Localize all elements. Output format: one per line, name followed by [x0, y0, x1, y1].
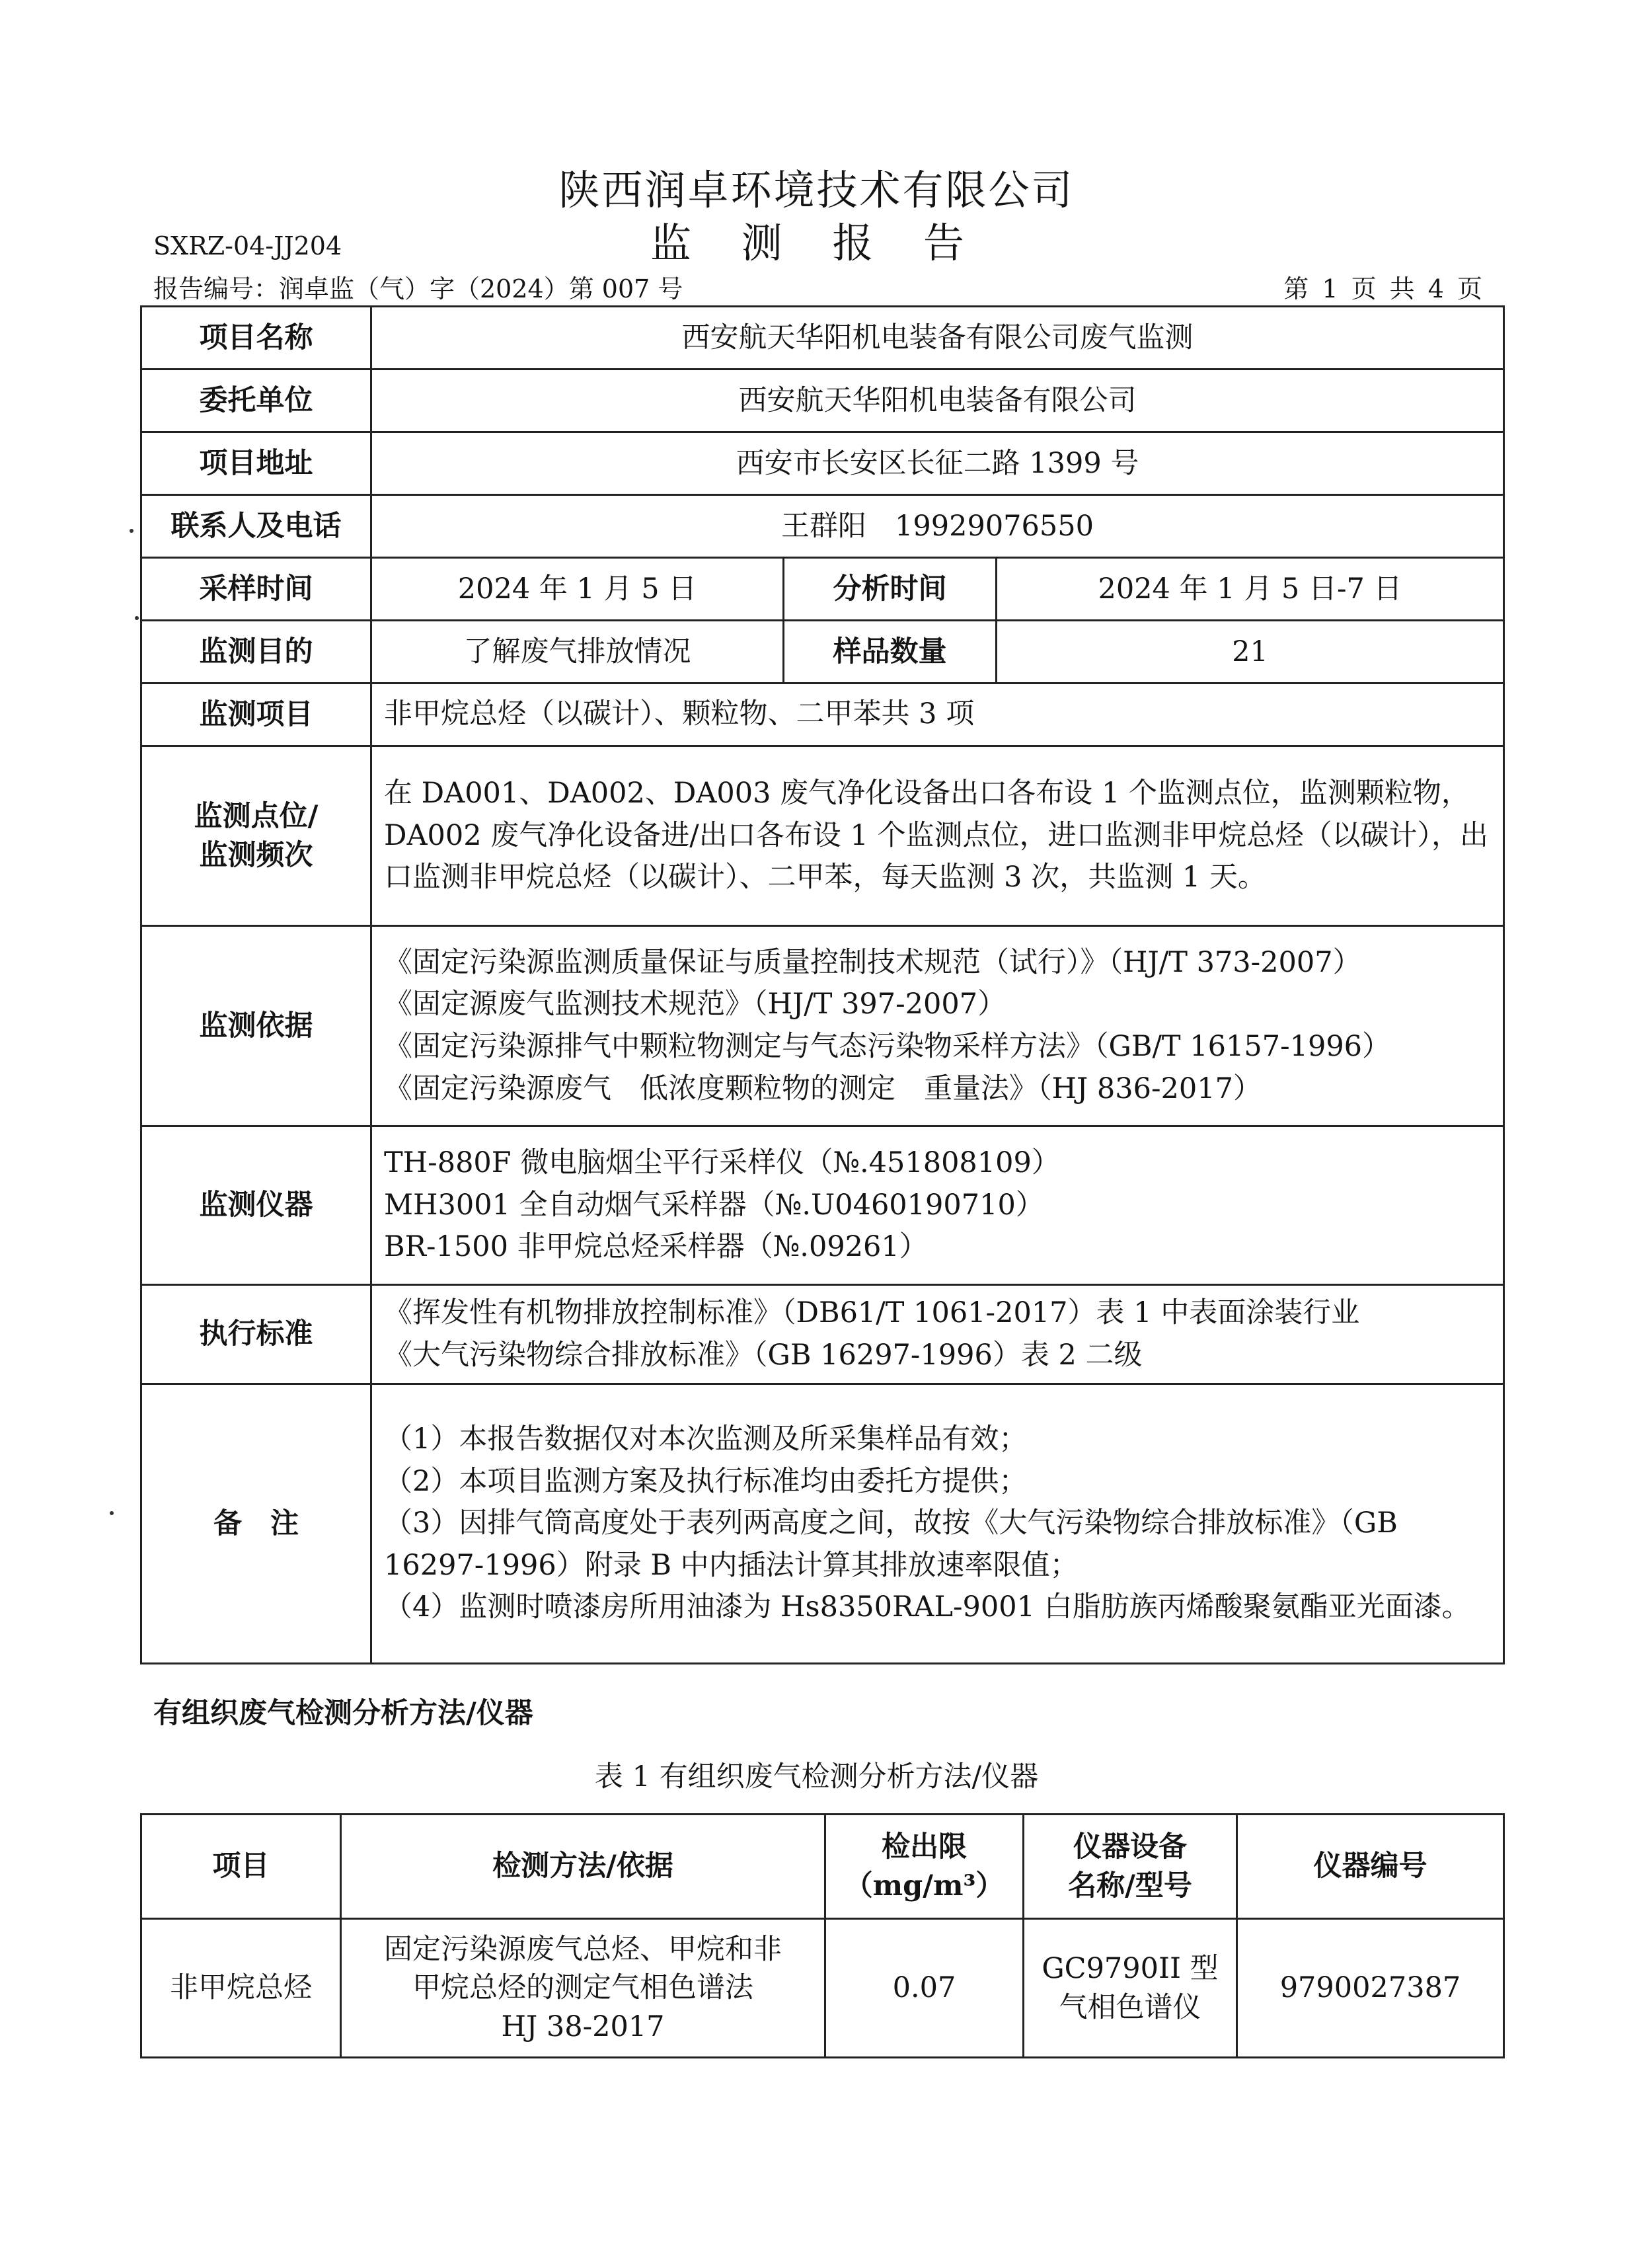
table-row [141, 621, 1504, 684]
remark-line: （1）本报告数据仅对本次监测及所采集样品有效； [384, 1422, 1028, 1456]
purpose-value: 了解废气排放情况 [371, 621, 784, 684]
header-limit-unit: （mg/m³） [844, 1869, 1005, 1902]
row-item: 非甲烷总烃 [141, 1919, 341, 2058]
row-device [1024, 1919, 1237, 2058]
table-row [141, 495, 1504, 558]
client-value: 西安航天华阳机电装备有限公司 [371, 370, 1504, 432]
instruments-value [371, 1126, 1504, 1285]
header-item: 项目 [141, 1815, 341, 1919]
header-method: 检测方法/依据 [341, 1815, 825, 1919]
remarks-value [371, 1384, 1504, 1664]
scan-speck [135, 616, 139, 620]
header-device [1024, 1815, 1237, 1919]
contact-label: 联系人及电话 [141, 495, 371, 558]
scan-speck [110, 1511, 114, 1515]
row-method [341, 1919, 825, 2058]
sample-count-value: 21 [997, 621, 1504, 684]
remark-line: （3）因排气筒高度处于表列两高度之间，故按《大气污染物综合排放标准》（GB 16297-1996）附录 B 中内插法计算其排放速率限值； [384, 1506, 1398, 1582]
basis-line: 《固定污染源监测质量保证与质量控制技术规范（试行）》（HJ/T 373-2007） [384, 945, 1361, 979]
table-row [141, 746, 1504, 926]
row-device-line: 气相色谱仪 [1059, 1990, 1201, 2024]
basis-line: 《固定源废气监测技术规范》（HJ/T 397-2007） [384, 988, 1006, 1021]
row-method-line: 甲烷总烃的测定气相色谱法 [412, 1971, 753, 2005]
table-row [141, 370, 1504, 432]
points-label [141, 746, 371, 926]
project-name-label: 项目名称 [141, 307, 371, 370]
report-number: 报告编号：润卓监（气）字（2024）第 007 号 [153, 274, 683, 303]
analysis-time-value: 2024 年 1 月 5 日-7 日 [997, 558, 1504, 621]
client-label: 委托单位 [141, 370, 371, 432]
table-row [141, 1919, 1504, 2058]
table-row [141, 307, 1504, 370]
remarks-label: 备 注 [141, 1384, 371, 1664]
table-row [141, 558, 1504, 621]
header-number: 仪器编号 [1237, 1815, 1504, 1919]
table-row [141, 926, 1504, 1126]
section-title: 有组织废气检测分析方法/仪器 [153, 1697, 533, 1730]
instruments-label: 监测仪器 [141, 1126, 371, 1285]
standard-line: 《挥发性有机物排放控制标准》（DB61/T 1061-2017）表 1 中表面涂装行业 [384, 1296, 1360, 1329]
project-name-value: 西安航天华阳机电装备有限公司废气监测 [371, 307, 1504, 370]
sampling-time-label: 采样时间 [141, 558, 371, 621]
row-number: 9790027387 [1237, 1919, 1504, 2058]
table-row [141, 1384, 1504, 1664]
basis-line: 《固定污染源排气中颗粒物测定与气态污染物采样方法》（GB/T 16157-1996） [384, 1030, 1391, 1063]
header-limit [825, 1815, 1024, 1919]
remark-line: （4）监测时喷漆房所用油漆为 Hs8350RAL-9001 白脂肪族丙烯酸聚氨酯亚光面漆。 [384, 1590, 1470, 1624]
header-limit-line: 检出限 [882, 1830, 967, 1864]
sample-count-label: 样品数量 [784, 621, 997, 684]
sampling-time-value: 2024 年 1 月 5 日 [371, 558, 784, 621]
standards-label: 执行标准 [141, 1285, 371, 1384]
standards-value [371, 1285, 1504, 1384]
row-method-line: 固定污染源废气总烃、甲烷和非 [384, 1933, 782, 1967]
items-value: 非甲烷总烃（以碳计）、颗粒物、二甲苯共 3 项 [371, 684, 1504, 746]
items-label: 监测项目 [141, 684, 371, 746]
row-limit: 0.07 [825, 1919, 1024, 2058]
header-device-line: 仪器设备 [1073, 1830, 1187, 1864]
purpose-label: 监测目的 [141, 621, 371, 684]
report-title: 监 测 报 告 [650, 219, 983, 267]
row-device-line: GC9790II 型 [1042, 1952, 1219, 1986]
basis-line: 《固定污染源废气 低浓度颗粒物的测定 重量法》（HJ 836-2017） [384, 1072, 1262, 1105]
document-code: SXRZ-04-JJ204 [153, 231, 342, 260]
analysis-time-label: 分析时间 [784, 558, 997, 621]
table-header-row [141, 1815, 1504, 1919]
standard-line: 《大气污染物综合排放标准》（GB 16297-1996）表 2 二级 [384, 1338, 1143, 1372]
points-label-line: 监测点位/ [194, 800, 319, 834]
company-name: 陕西润卓环境技术有限公司 [558, 166, 1075, 214]
instrument-line: BR-1500 非甲烷总烃采样器（№.09261） [384, 1230, 928, 1264]
page-number: 第 1 页 共 4 页 [1283, 274, 1485, 303]
header-device-line: 名称/型号 [1068, 1869, 1192, 1902]
row-method-line: HJ 38-2017 [501, 2010, 665, 2043]
table-caption: 表 1 有组织废气检测分析方法/仪器 [594, 1760, 1039, 1793]
address-label: 项目地址 [141, 432, 371, 495]
address-value: 西安市长安区长征二路 1399 号 [371, 432, 1504, 495]
table-row [141, 684, 1504, 746]
table-row [141, 432, 1504, 495]
remark-line: （2）本项目监测方案及执行标准均由委托方提供； [384, 1464, 1028, 1498]
table-row [141, 1126, 1504, 1285]
points-value: 在 DA001、DA002、DA003 废气净化设备出口各布设 1 个监测点位，监测颗粒物，DA002 废气净化设备进/出口各布设 1 个监测点位，进口监测非甲烷总烃（以碳计），出口监测非甲烷总烃（以碳计）、二甲苯，每天监测 3 次，共监测 1 天。 [371, 746, 1504, 926]
analysis-methods-table [140, 1813, 1505, 2058]
report-info-table [140, 305, 1505, 1664]
instrument-line: TH-880F 微电脑烟尘平行采样仪（№.451808109） [384, 1146, 1060, 1180]
scan-speck [130, 529, 133, 533]
basis-value [371, 926, 1504, 1126]
instrument-line: MH3001 全自动烟气采样器（№.U0460190710） [384, 1188, 1044, 1222]
points-label-line: 监测频次 [199, 838, 313, 872]
table-row [141, 1285, 1504, 1384]
basis-label: 监测依据 [141, 926, 371, 1126]
contact-value: 王群阳 19929076550 [371, 495, 1504, 558]
